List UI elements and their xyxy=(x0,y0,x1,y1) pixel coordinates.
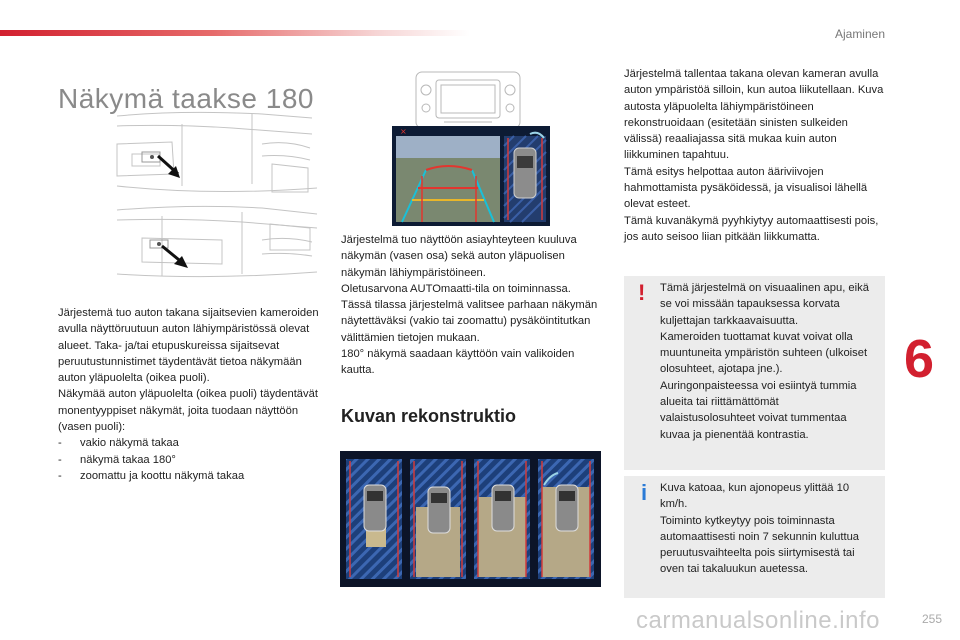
left-column-text xyxy=(58,305,320,484)
warning-exclamation-icon: ! xyxy=(638,280,646,305)
svg-text:×: × xyxy=(400,127,407,136)
info-paragraph: Kuva katoaa, kun ajonopeus ylittää 10 km/h. xyxy=(660,482,850,511)
left-paragraph: Näkymää auton yläpuolelta (oikea puoli) täydentävät monentyyppiset näkymät, joita tuodaan näyttöön (vasen puoli): xyxy=(58,388,318,434)
warning-paragraph: Auringonpaisteessa voi esiintyä tummia alueita tai riittämättömät valaistusolosuhteet voivat tummentaa kuvaa ja pienentää kontrastia. xyxy=(660,379,857,441)
info-note xyxy=(624,476,885,598)
list-item: - vakio näkymä takaa xyxy=(58,435,320,451)
warning-note-text xyxy=(660,280,875,443)
page-title: Näkymä taakse 180 xyxy=(58,82,314,114)
section-heading: Kuvan rekonstruktio xyxy=(341,406,517,426)
image-reconstruction-illustration xyxy=(340,451,601,587)
dashboard-head-unit-illustration xyxy=(414,70,522,130)
camera-display-screenshot xyxy=(392,126,550,226)
header-accent-bar xyxy=(0,30,470,36)
middle-paragraph: Oletusarvona AUTOmaatti-tila on toiminnassa. xyxy=(341,282,571,295)
section-label: Ajaminen xyxy=(834,27,885,41)
info-paragraph: Toiminto kytkeytyy pois toiminnasta automaattisesti noin 7 sekunnin kuluttua peruutusvaihteelta pois siirtymisestä tai oven tai takaluukun auetessa. xyxy=(660,514,860,576)
middle-paragraph: 180° näkymä saadaan käyttöön vain valikoiden kautta. xyxy=(341,348,575,377)
chapter-number: 6 xyxy=(904,329,935,389)
page-number: 255 xyxy=(921,612,942,626)
left-paragraph: Järjestemä tuo auton takana sijaitsevien kameroiden avulla näyttöruutuun auton lähiympäristössä olevat alueet. Taka- ja/tai etupuskureissa sijaitsevat peruutustunnistimet täydentävät tietoa näkymään auton yläpuolelta (oikea puoli). xyxy=(58,307,319,385)
info-note-text xyxy=(660,480,875,578)
middle-paragraph: Järjestelmä tuo näyttöön asiayhteyteen kuuluva näkymän (vasen osa) sekä auton yläpuolisen näkymän lähiympäristöineen. xyxy=(341,234,577,279)
view-types-list xyxy=(58,435,320,484)
warning-paragraph: Kameroiden tuottamat kuvat voivat olla muuntuneita ympäristön suhteen (ulkoiset olosuhteet, ajotapa jne.). xyxy=(660,330,868,376)
right-paragraph: Tämä esitys helpottaa auton ääriviivojen hahmottamista pysäköidessä, ja visualisoi lähellä olevat esteet. xyxy=(624,165,868,211)
rear-camera-illustration xyxy=(112,104,322,282)
right-column-text xyxy=(624,66,886,245)
list-item: - näkymä takaa 180° xyxy=(58,452,320,468)
right-paragraph: Järjestelmä tallentaa takana olevan kameran avulla auton ympäristöä silloin, kun autoa liikutellaan. Kuva autosta yläpuolelta lähiympäristöineen rekonstruoidaan (esitetään sinisten sulkeiden välissä) reaaliajassa sitä mukaa kuin auton liikkuminen tapahtuu. xyxy=(624,68,884,162)
warning-note xyxy=(624,276,885,470)
middle-column-text xyxy=(341,232,603,379)
warning-paragraph: Tämä järjestelmä on visuaalinen apu, eikä se voi missään tapauksessa korvata kuljettajan tarkkaavaisuutta. xyxy=(660,282,869,327)
list-item: - zoomattu ja koottu näkymä takaa xyxy=(58,468,320,484)
info-icon: i xyxy=(641,480,648,505)
right-paragraph: Tämä kuvanäkymä pyyhkiytyy automaattisesti pois, jos auto seisoo liian pitkään liikkumatta. xyxy=(624,214,879,243)
middle-paragraph: Tässä tilassa järjestelmä valitsee parhaan näkymän näytettäväksi (vakio tai zoomattu) pysäköintitutkan välittämien tietojen mukaan. xyxy=(341,299,598,344)
watermark: carmanualsonline.info xyxy=(636,607,880,634)
